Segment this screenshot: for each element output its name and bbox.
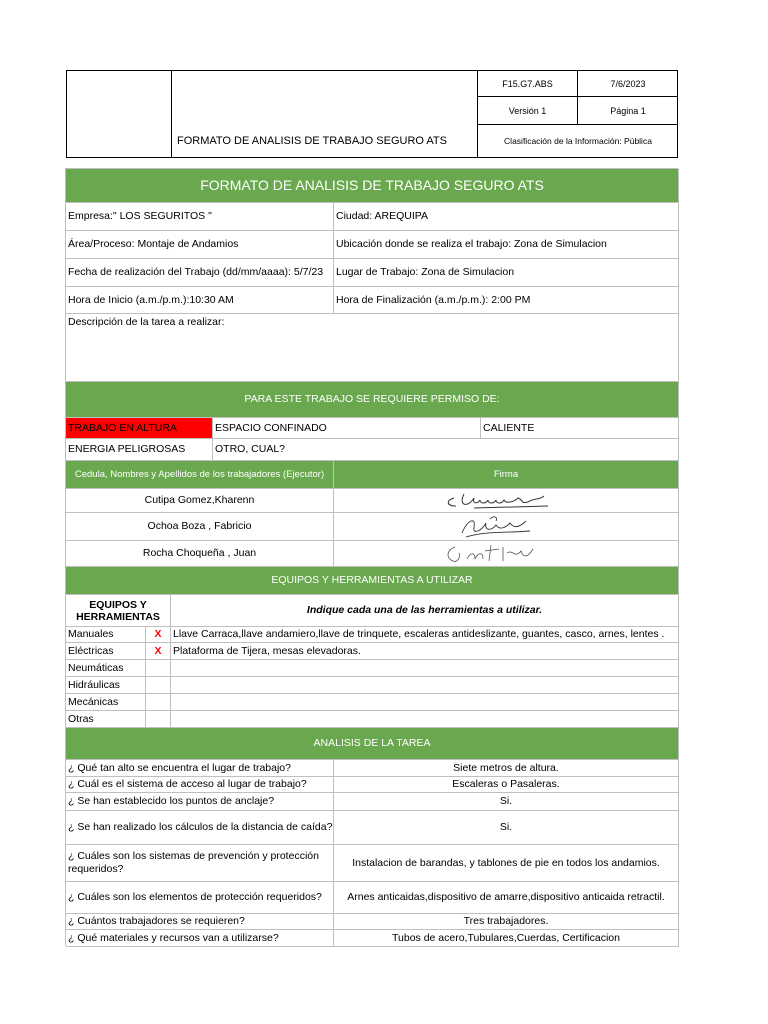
tools-title: EQUIPOS Y HERRAMIENTAS A UTILIZAR — [66, 567, 679, 595]
analysis-answer: Escaleras o Pasaleras. — [334, 777, 679, 793]
worker-row: Cutipa Gomez,Kharenn — [66, 489, 334, 513]
permit-energia: ENERGIA PELIGROSAS — [66, 439, 213, 461]
tools-instruction: Indique cada una de las herramientas a utilizar. — [171, 595, 679, 627]
tool-description — [171, 711, 679, 728]
document-header — [66, 70, 678, 158]
analysis-question: ¿ Se han establecido los puntos de anclaje? — [66, 793, 334, 811]
signature-image — [441, 541, 541, 565]
ciudad-field: Ciudad: AREQUIPA — [334, 203, 679, 231]
tool-category: Manuales — [66, 627, 146, 643]
analysis-title: ANALISIS DE LA TAREA — [66, 728, 679, 760]
analysis-answer: Siete metros de altura. — [334, 760, 679, 777]
permit-otro: OTRO, CUAL? — [213, 439, 679, 461]
analysis-question: ¿ Se han realizado los cálculos de la distancia de caída? — [66, 811, 334, 845]
tool-description: Plataforma de Tijera, mesas elevadoras. — [171, 643, 679, 660]
tool-mark: X — [146, 627, 171, 643]
tool-category: Otras — [66, 711, 146, 728]
signature-image — [456, 513, 536, 539]
descripcion-field: Descripción de la tarea a realizar: — [66, 314, 679, 382]
tool-description — [171, 677, 679, 694]
tool-mark — [146, 711, 171, 728]
tool-mark — [146, 694, 171, 711]
worker-row: Rocha Choqueña , Juan — [66, 541, 334, 567]
fecha-field: Fecha de realización del Trabajo (dd/mm/aaaa): 5/7/23 — [66, 259, 334, 287]
tool-category: Hidráulicas — [66, 677, 146, 694]
area-field: Área/Proceso: Montaje de Andamios — [66, 231, 334, 259]
signature-image — [444, 490, 554, 512]
workers-name-header: Cedula, Nombres y Apellidos de los trabajadores (Ejecutor) — [66, 461, 334, 489]
tool-mark — [146, 677, 171, 694]
permit-trabajo-altura: TRABAJO EN ALTURA — [66, 418, 213, 439]
tool-category: Eléctricas — [66, 643, 146, 660]
lugar-field: Lugar de Trabajo: Zona de Simulacion — [334, 259, 679, 287]
tool-description — [171, 694, 679, 711]
permit-espacio-confinado: ESPACIO CONFINADO — [213, 418, 481, 439]
empresa-field: Empresa:" LOS SEGURITOS " — [66, 203, 334, 231]
doc-classification: Clasificación de la Información: Pública — [504, 136, 652, 146]
analysis-answer: Arnes anticaidas,dispositivo de amarre,dispositivo anticaida retractil. — [334, 882, 679, 914]
analysis-answer: Instalacion de barandas, y tablones de pie en todos los andamios. — [334, 845, 679, 882]
permits-title: PARA ESTE TRABAJO SE REQUIERE PERMISO DE: — [66, 382, 679, 418]
tool-description — [171, 660, 679, 677]
doc-date: 7/6/2023 — [578, 71, 678, 97]
worker-row: Ochoa Boza , Fabricio — [66, 513, 334, 541]
ats-form — [65, 168, 678, 946]
ubicacion-field: Ubicación donde se realiza el trabajo: Zona de Simulacion — [334, 231, 679, 259]
header-title: FORMATO DE ANALISIS DE TRABAJO SEGURO ATS — [177, 135, 447, 147]
analysis-question: ¿ Cuáles son los sistemas de prevención y protección requeridos? — [66, 845, 334, 882]
form-title: FORMATO DE ANALISIS DE TRABAJO SEGURO ATS — [66, 169, 679, 203]
tools-column-header: EQUIPOS Y HERRAMIENTAS — [66, 595, 171, 627]
analysis-question: ¿ Cuántos trabajadores se requieren? — [66, 914, 334, 930]
header-meta — [477, 71, 677, 157]
logo-box — [67, 71, 172, 157]
doc-page: Página 1 — [578, 97, 678, 125]
tool-description: Llave Carraca,llave andamiero,llave de trinquete, escaleras antideslizante, guantes, casco, arnes, lentes . — [171, 627, 679, 643]
permit-caliente: CALIENTE — [481, 418, 679, 439]
workers-sign-header: Firma — [334, 461, 679, 489]
hora-inicio-field: Hora de Inicio (a.m./p.m.):10:30 AM — [66, 287, 334, 314]
hora-fin-field: Hora de Finalización (a.m./p.m.): 2:00 PM — [334, 287, 679, 314]
analysis-answer: Tubos de acero,Tubulares,Cuerdas, Certificacion — [334, 930, 679, 947]
analysis-question: ¿ Qué tan alto se encuentra el lugar de trabajo? — [66, 760, 334, 777]
tool-mark — [146, 660, 171, 677]
tool-category: Mecánicas — [66, 694, 146, 711]
tool-category: Neumáticas — [66, 660, 146, 677]
doc-code: F15.G7.ABS — [478, 71, 578, 97]
analysis-question: ¿ Cuáles son los elementos de protección requeridos? — [66, 882, 334, 914]
analysis-answer: Si. — [334, 811, 679, 845]
analysis-answer: Si. — [334, 793, 679, 811]
analysis-question: ¿ Cuál es el sistema de acceso al lugar de trabajo? — [66, 777, 334, 793]
tool-mark: X — [146, 643, 171, 660]
analysis-answer: Tres trabajadores. — [334, 914, 679, 930]
analysis-question: ¿ Qué materiales y recursos van a utilizarse? — [66, 930, 334, 947]
doc-version: Versión 1 — [478, 97, 578, 125]
